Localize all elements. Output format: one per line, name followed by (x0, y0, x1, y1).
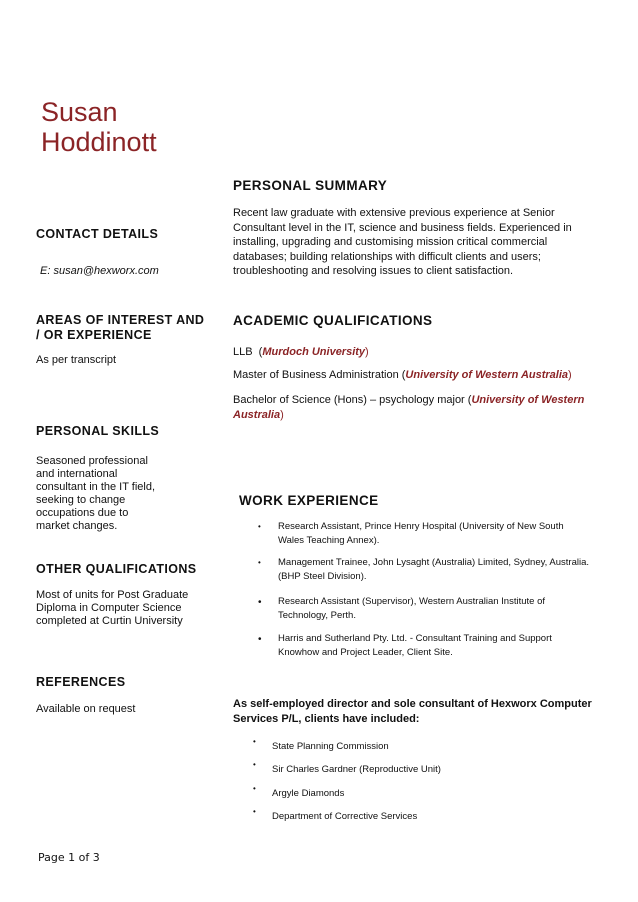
other-qualifications-line: Most of units for Post Graduate (36, 589, 189, 601)
name-first: Susan (41, 97, 118, 127)
skills-line: consultant in the IT field, (36, 481, 156, 493)
summary-line: databases; building relationships with difficult clients and users; (233, 250, 541, 263)
work-item (258, 595, 628, 623)
summary-line: installing, upgrading and customising mission critical commercial (233, 236, 548, 248)
academic-mba (233, 368, 572, 383)
email-label: E: (40, 265, 51, 277)
skills-text (36, 455, 155, 533)
skills-line: occupations due to (36, 507, 129, 519)
client-item (253, 783, 344, 801)
work-item (258, 556, 628, 584)
name-last: Hoddinott (41, 127, 157, 157)
academic-bsc (233, 393, 584, 422)
other-qualifications-text (36, 589, 188, 628)
client-name: Sir Charles Gardner (Reproductive Unit) (272, 764, 441, 775)
work-heading: WORK EXPERIENCE (239, 493, 379, 508)
mba-institution: University of Western Australia (405, 369, 569, 381)
work-item-line: Knowhow and Project Leader, Client Site. (278, 647, 453, 658)
bullet-icon: • (253, 807, 256, 816)
bsc-degree: Bachelor of Science (Hons) – psychology major ( (233, 394, 472, 406)
bullet-icon: • (258, 634, 262, 645)
client-item (253, 736, 389, 754)
summary-heading: PERSONAL SUMMARY (233, 178, 388, 193)
bullet-icon: • (258, 558, 261, 567)
bullet-icon: • (253, 784, 256, 793)
work-item-line: Management Trainee, John Lysaght (Australia) Limited, Sydney, Australia. (278, 557, 590, 568)
contact-heading: CONTACT DETAILS (36, 227, 159, 241)
academic-heading: ACADEMIC QUALIFICATIONS (233, 313, 433, 328)
bullet-icon: • (253, 737, 256, 746)
bsc-institution-2: Australia (233, 408, 281, 421)
references-text: Available on request (36, 703, 136, 715)
summary-line: Recent law graduate with extensive previous experience at Senior (233, 207, 555, 219)
bullet-icon: • (253, 760, 256, 769)
llb-institution: Murdoch University (262, 346, 366, 358)
work-item-line: Wales Teaching Annex). (278, 535, 380, 546)
work-item (258, 520, 628, 548)
interests-heading-1: AREAS OF INTEREST AND (36, 313, 205, 327)
skills-heading: PERSONAL SKILLS (36, 424, 160, 438)
academic-llb (233, 345, 369, 360)
client-name: State Planning Commission (272, 741, 389, 752)
clients-intro (233, 697, 592, 726)
bullet-icon: • (258, 597, 262, 608)
email-address[interactable]: susan@hexworx.com (53, 265, 159, 277)
work-item (258, 632, 628, 660)
contact-email-line (40, 265, 159, 278)
clients-intro-line: Services P/L, clients have included: (233, 712, 420, 725)
page-number: Page 1 of 3 (38, 851, 100, 864)
other-qualifications-line: completed at Curtin University (36, 615, 183, 627)
summary-line: troubleshooting and resolving issues to client satisfaction. (233, 265, 514, 277)
bsc-institution-1: University of Western (471, 394, 585, 406)
work-item-line: Technology, Perth. (278, 610, 356, 621)
work-item-line: (BHP Steel Division). (278, 571, 367, 582)
client-name: Department of Corrective Services (272, 811, 418, 822)
skills-line: seeking to change (36, 494, 126, 506)
mba-close: ) (568, 369, 572, 381)
llb-close: ) (365, 346, 369, 358)
skills-line: Seasoned professional (36, 455, 148, 467)
client-item (253, 759, 441, 777)
work-item-line: Research Assistant, Prince Henry Hospital (University of New South (278, 521, 564, 532)
summary-text (233, 206, 572, 279)
summary-line: Consultant level in the IT, science and business fields. Experienced in (233, 221, 572, 234)
work-item-line: Harris and Sutherland Pty. Ltd. - Consultant Training and Support (278, 633, 552, 644)
work-item-line: Research Assistant (Supervisor), Western Australian Institute of (278, 596, 545, 607)
llb-degree: LLB ( (233, 346, 263, 358)
clients-intro-line: As self-employed director and sole consultant of Hexworx Computer (233, 698, 592, 710)
interests-heading-2: / OR EXPERIENCE (36, 328, 152, 342)
other-qualifications-heading: OTHER QUALIFICATIONS (36, 562, 197, 576)
mba-degree: Master of Business Administration ( (233, 369, 406, 381)
other-qualifications-line: Diploma in Computer Science (36, 602, 182, 614)
skills-line: and international (36, 468, 118, 480)
interests-text: As per transcript (36, 354, 117, 366)
references-heading: REFERENCES (36, 675, 126, 689)
client-name: Argyle Diamonds (272, 788, 345, 799)
bsc-close: ) (280, 408, 284, 421)
skills-line: market changes. (36, 520, 118, 532)
client-item (253, 806, 417, 824)
bullet-icon: • (258, 522, 261, 531)
